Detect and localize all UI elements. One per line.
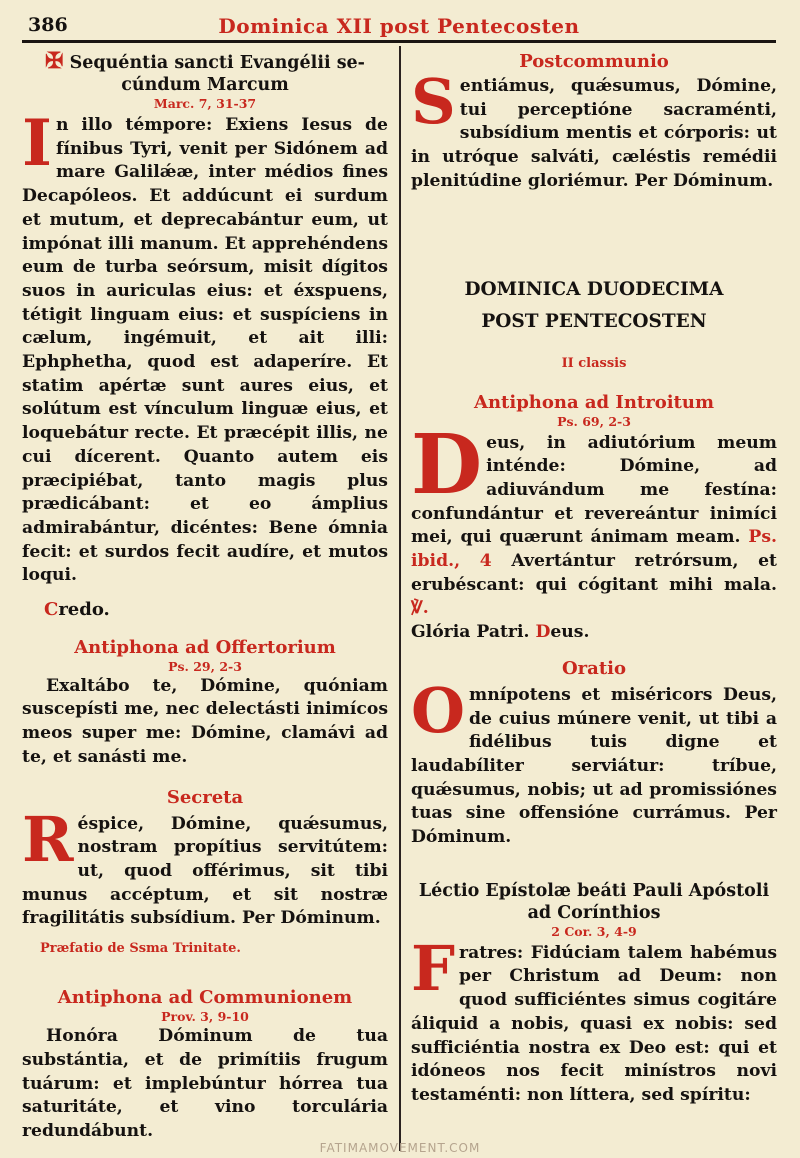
credo-initial: C (44, 599, 59, 621)
gospel-text-block (22, 106, 388, 588)
credo-text: redo. (58, 599, 110, 621)
communion-heading: Antiphona ad Communionem (57, 987, 353, 1009)
secret-text: éspice, Dómine, quǽsumus, nostram propítius servitútem: ut, quod offérimus, sit tibi munus accéptum, et sit nostræ fragilitátis subsídium. Per Dóminum. (22, 813, 388, 929)
introit-heading: Antiphona ad Introitum (473, 391, 714, 413)
epistle-text: ratres: Fidúciam talem habémus per Christum ad Deum: non quod sufficiéntes simus cogitáre áliquid a nobis, quasi ex nobis: sed sufficiéntia nostra ex Deo est: qui et idóneos nos fecit minístros novi testaménti: non líttera, sed spíritu: (411, 942, 777, 1105)
secret-heading: Secreta (166, 786, 244, 808)
introit-text2: Avertántur retrórsum, et erubéscant: qui cógitant mihi mala. (411, 551, 777, 595)
gospel-drop-cap: I (22, 106, 52, 181)
introit-ref: Ps. 69, 2-3 (557, 413, 631, 429)
page-number: 386 (28, 14, 68, 36)
introit-text: eus, in adiutórium meum inténde: Dómine, ad adiuvándum me festína: confundántur et revereántur inimíci mei, qui quærunt ánimam meam. (411, 432, 777, 548)
gospel-text: n illo témpore: Exiens Iesus de fínibus Tyri, venit per Sidónem ad mare Galilǽæ, inter médios fines Decapóleos. Et addúcunt ei surdum et mutum, et deprecabántur eum, ut impónat illi manum. Et apprehéndens eum de turba seórsum, misit dígitos suos in auriculas eius: et éxspuens, tétigit linguam eius: et suspíciens in cælum, ingémuit, et ait illi: Ephphetha, quod est adaperíre. Et statim apértæ sunt aures eius, et solútum est vínculum linguæ eius, et loquebátur recte. Et præcépit illis, ne cui dícerent. Quanto autem eis præcipiébat, tanto magis plus prædicábant: et eo ámplius admirabántur, dicéntes: Bene ómnia fecit: et surdos fecit audíre, et mutos loqui. (22, 115, 388, 586)
offertory-section (22, 636, 388, 770)
offertory-text: Exaltábo te, Dómine, quóniam suscepísti me, nec delectásti inimícos meos super me: Dómine, clamávi ad te, et sanásti me. (22, 675, 388, 767)
epistle-section (411, 880, 777, 1108)
collect-text: mnípotens et miséricors Deus, de cuius múnere venit, ut tibi a fidélibus tuis digne et laudabíliter serviátur: tríbue, quǽsumus, nobis; ut ad promissiónes tuas sine offensióne currámus. Per Dóminum. (411, 684, 777, 848)
introit-section (411, 391, 777, 645)
introit-psalm-ref: Ps. ibid., 4 (411, 527, 777, 572)
introit-gloria: Glória Patri. (411, 622, 530, 643)
watermark: FATIMAMOVEMENT.COM (319, 1141, 481, 1155)
offertory-ref: Ps. 29, 2-3 (168, 658, 242, 674)
gospel-ref: Marc. 7, 31-37 (153, 96, 257, 111)
epistle-title-line1: Léctio Epístolæ beáti Pauli Apóstoli (418, 880, 770, 901)
versicle-icon: ℣. (411, 598, 429, 619)
introit-repeat-initial: D (535, 622, 551, 643)
communion-section (22, 986, 388, 1144)
preface-note: Præfatio de Ssma Trinitate. (40, 941, 241, 957)
page-header (22, 8, 776, 43)
sunday-title-line2: POST PENTECOSTEN (481, 310, 707, 332)
communion-ref: Prov. 3, 9-10 (161, 1009, 249, 1025)
gospel-title-line1: Sequéntia sancti Evangélii se- (69, 53, 365, 73)
credo (22, 598, 388, 622)
introit-drop-cap: D (411, 416, 483, 513)
secret-drop-cap: R (22, 802, 74, 876)
column-divider (399, 46, 401, 1151)
offertory-heading: Antiphona ad Offertorium (74, 636, 336, 658)
epistle-ref: 2 Cor. 3, 4-9 (551, 923, 637, 939)
postcommunion-section (411, 50, 777, 194)
epistle-drop-cap: F (411, 931, 456, 1005)
postcommunion-drop-cap: S (411, 65, 456, 138)
running-title: Dominica XII post Pentecosten (218, 14, 580, 38)
collect-heading: Oratio (562, 657, 626, 679)
sunday-title-block (411, 274, 777, 371)
communion-text: Honóra Dóminum de tua substántia, et de primítiis frugum tuárum: et implebúntur hórrea tua saturitáte, et vino torculária redundábunt. (22, 1026, 388, 1141)
gospel-section (22, 50, 388, 588)
collect-drop-cap: O (411, 673, 466, 747)
sunday-title-line1: DOMINICA DUODECIMA (464, 278, 724, 300)
right-column (411, 50, 777, 1108)
introit-repeat-rest: eus. (550, 622, 590, 643)
postcommunion-text: entiámus, quǽsumus, Dómine, tui perceptióne sacraménti, subsídium mentis et córporis: ut in utróque salváti, cæléstis remédii plenitúdine gloriémur. Per Dóminum. (411, 76, 777, 191)
cross-icon: ✠ (45, 48, 64, 74)
postcommunion-heading: Postcommunio (519, 51, 669, 72)
left-column (22, 50, 388, 1144)
liturgical-class: II classis (561, 355, 627, 371)
secret-section (22, 786, 388, 932)
gospel-title-line2: cúndum Marcum (121, 75, 289, 95)
epistle-title-line2: ad Corínthios (527, 902, 661, 923)
collect-section (411, 657, 777, 850)
